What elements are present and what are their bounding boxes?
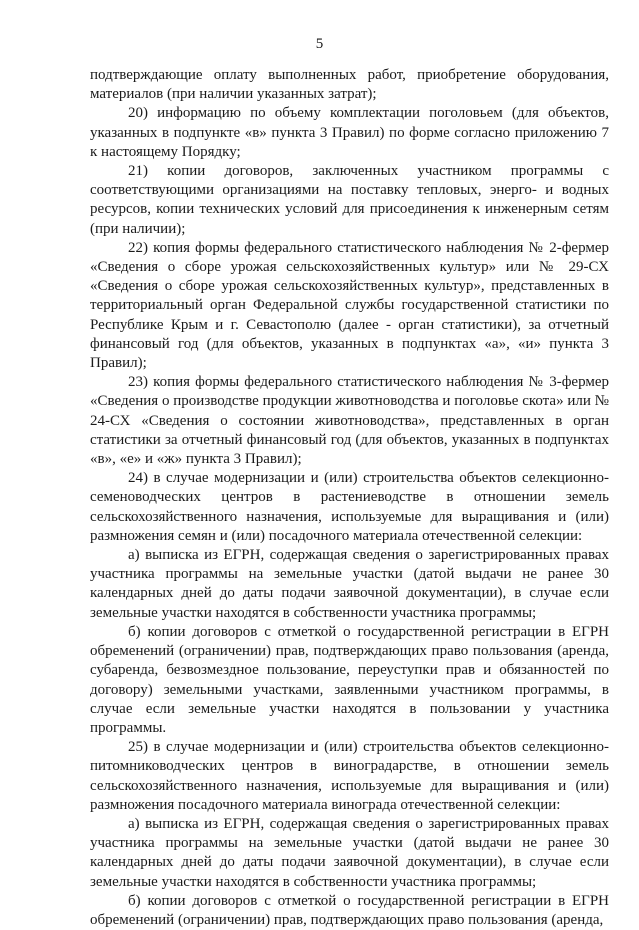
paragraph: 20) информацию по объему комплектации поголовьем (для объектов, указанных в подпункте «в» пункта 3 Правил) по форме согласно приложению 7 к настоящему Порядку; — [90, 105, 609, 160]
paragraph: 21) копии договоров, заключенных участником программы с соответствующими организациями на поставку тепловых, энерго- и водных ресурсов, копии технических условий для присоединения к инженерным сетям (при наличии); — [90, 163, 609, 237]
paragraph: 25) в случае модернизации и (или) строительства объектов селекционно-питомниководческих центров в виноградарстве, в отношении земель сельскохозяйственного назначения, используемые для выращивания и (или) размножения посадочного материала винограда отечественной селекции: — [90, 739, 609, 813]
paragraph: б) копии договоров с отметкой о государственной регистрации в ЕГРН обременений (ограничении) прав, подтверждающих право пользования (аренда, субаренда, безвозмездное пользование, переуступки прав и обязанностей по договору) земельными участками, заявленными участником программы, в случае если земельные участки находятся в пользовании у участника программы. — [90, 623, 609, 736]
paragraph: 22) копия формы федерального статистического наблюдения № 2-фермер «Сведения о сборе урожая сельскохозяйственных культур» или № 29-СХ «Сведения о сборе урожая сельскохозяйственных культур», представленных в территориальный орган Федеральной службы государственной статистики по Республике Крым и г. Севастополю (далее - орган статистики), за отчетный финансовый год (для объектов, указанных в подпунктах «а», «и» пункта 3 Правил); — [90, 239, 609, 372]
paragraph: 24) в случае модернизации и (или) строительства объектов селекционно-семеноводческих центров в растениеводстве в отношении земель сельскохозяйственного назначения, используемые для выращивания и (или) размножения семян и (или) посадочного материала отечественной селекции: — [90, 470, 609, 544]
paragraph: а) выписка из ЕГРН, содержащая сведения о зарегистрированных правах участника программы на земельные участки (датой выдачи не ранее 30 календарных дней до даты подачи заявочной документации), в случае если земельные участки находятся в собственности участника программы; — [90, 547, 609, 621]
page-number: 5 — [315, 36, 324, 52]
paragraph: подтверждающие оплату выполненных работ, приобретение оборудования, материалов (при наличии указанных затрат); — [90, 67, 609, 103]
paragraph: 23) копия формы федерального статистического наблюдения № 3-фермер «Сведения о производстве продукции животноводства и поголовье скота» или № 24-СХ «Сведения о состоянии животноводства», представленных в орган статистики за отчетный финансовый год (для объектов, указанных в подпунктах «в», «е» и «ж» пункта 3 Правил); — [90, 374, 609, 468]
paragraph: б) копии договоров с отметкой о государственной регистрации в ЕГРН обременений (ограничении) прав, подтверждающих право пользования (аренда, — [90, 892, 609, 928]
paragraph: а) выписка из ЕГРН, содержащая сведения о зарегистрированных правах участника программы на земельные участки (датой выдачи не ранее 30 календарных дней до даты подачи заявочной документации), в случае если земельные участки находятся в собственности участника программы; — [90, 815, 609, 890]
document-body — [90, 66, 609, 930]
